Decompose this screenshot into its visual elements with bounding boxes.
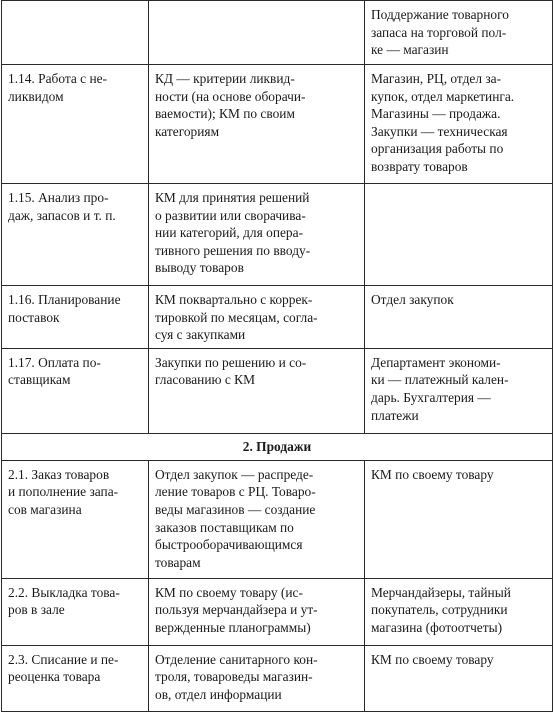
table-row (2, 1, 553, 65)
participants-cell: Отдел закупок (365, 286, 553, 349)
participants-cell: Поддержание товарного запаса на торговой пол- ке — магазин (365, 1, 553, 65)
participants-cell: КМ по своему товару (365, 460, 553, 578)
process-cell (2, 1, 149, 65)
table-row (2, 645, 553, 711)
table-row (2, 65, 553, 184)
process-cell: 1.17. Оплата по- ставщикам (2, 348, 149, 433)
responsible-cell: КМ поквартально с коррек- тировкой по месяцам, согла- суя с закупками (149, 286, 365, 349)
process-cell: 1.14. Работа с не- ликвидом (2, 65, 149, 184)
responsibility-table (1, 0, 553, 712)
process-cell: 2.2. Выкладка това- ров в зале (2, 578, 149, 645)
participants-cell: КМ по своему товару (365, 645, 553, 711)
process-cell: 2.3. Списание и пе- реоценка товара (2, 645, 149, 711)
responsible-cell: Отдел закупок — распреде- ление товаров с РЦ. Товаро- веды магазинов — создание заказов поставщикам по быстрооборачивающимся товарам (149, 460, 365, 578)
table-row (2, 460, 553, 578)
participants-cell: Мерчандайзеры, тайный покупатель, сотрудники магазина (фотоотчеты) (365, 578, 553, 645)
table-row (2, 286, 553, 349)
responsible-cell: КД — критерии ликвид- ности (на основе оборачи- ваемости); КМ по своим категориям (149, 65, 365, 184)
responsible-cell: Отделение санитарного кон- троля, товароведы магазин- ов, отдел информации (149, 645, 365, 711)
participants-cell: Департамент экономи- ки — платежный кален- дарь. Бухгалтерия — платежи (365, 348, 553, 433)
table-row (2, 184, 553, 286)
responsible-cell (149, 1, 365, 65)
section-header-row (2, 433, 553, 460)
responsible-cell: КМ для принятия решений о развитии или сворачива- нии категорий, для опера- тивного решения по вводу- выводу товаров (149, 184, 365, 286)
table-row (2, 578, 553, 645)
responsible-cell: Закупки по решению и со- гласованию с КМ (149, 348, 365, 433)
responsible-cell: КМ по своему товару (ис- пользуя мерчандайзера и ут- вержденные планограммы) (149, 578, 365, 645)
table-row (2, 348, 553, 433)
participants-cell (365, 184, 553, 286)
participants-cell: Магазин, РЦ, отдел за- купок, отдел маркетинга. Магазины — продажа. Закупки — техническая организация работы по возврату товаров (365, 65, 553, 184)
process-cell: 2.1. Заказ товаров и пополнение запа- сов магазина (2, 460, 149, 578)
process-cell: 1.16. Планирование поставок (2, 286, 149, 349)
section-title: 2. Продажи (2, 433, 553, 460)
process-cell: 1.15. Анализ про- даж, запасов и т. п. (2, 184, 149, 286)
